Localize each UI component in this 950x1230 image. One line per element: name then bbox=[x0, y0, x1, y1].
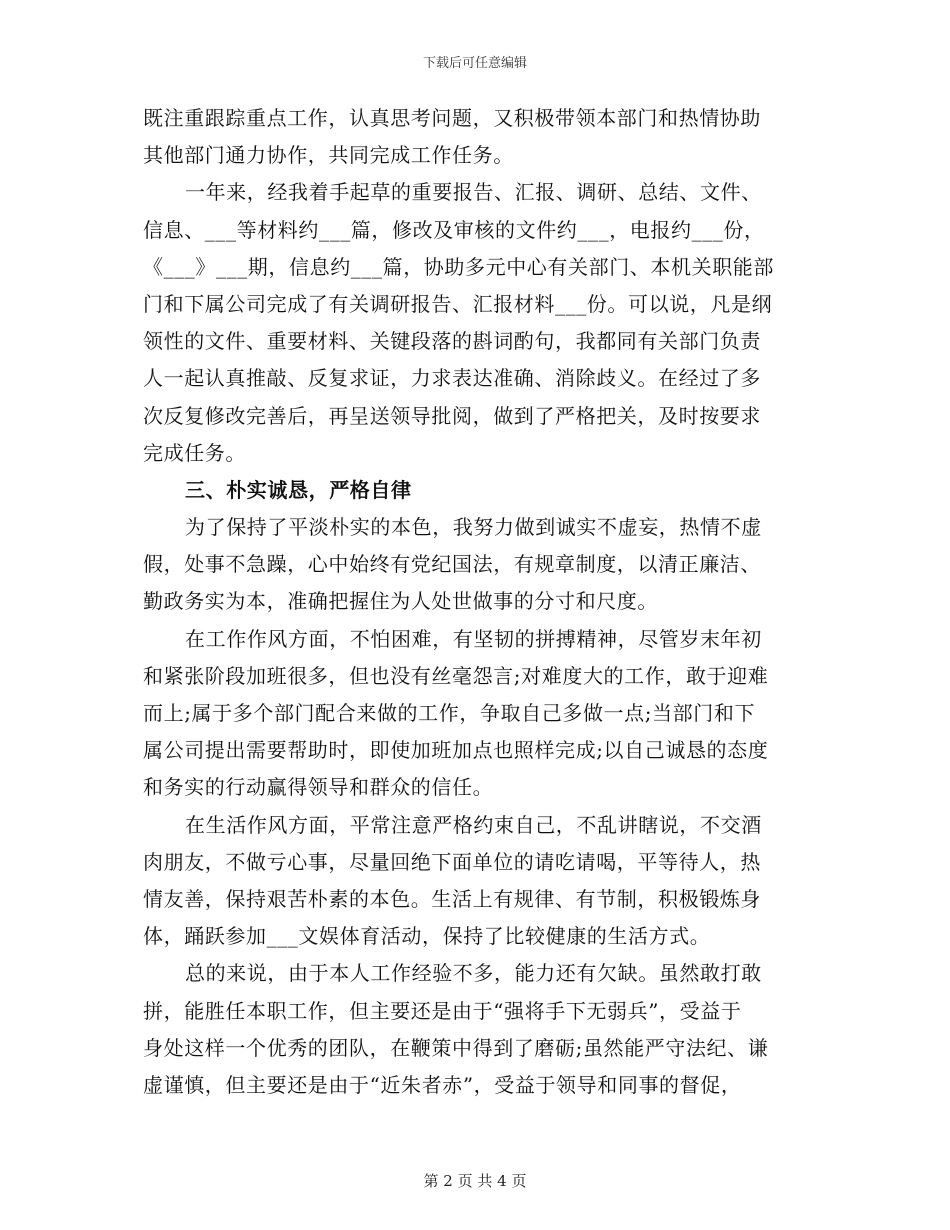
text-line: 《___》___期，信息约___篇，协助多元中心有关部门、本机关职能部 bbox=[143, 254, 774, 279]
text-line: 虚谨慎，但主要还是由于“近朱者赤”，受益于领导和同事的督促， bbox=[143, 1072, 742, 1097]
text-line: 情友善，保持艰苦朴素的本色。生活上有规律、有节制，积极锻炼身 bbox=[143, 886, 761, 911]
text-line: 体，踊跃参加___文娱体育活动，保持了比较健康的生活方式。 bbox=[143, 924, 711, 949]
paragraph-start-line: 在生活作风方面，平常注意严格约束自己，不乱讲瞎说，不交酒 bbox=[185, 812, 762, 837]
text-line: 既注重跟踪重点工作，认真思考问题，又积极带领本部门和热情协助 bbox=[143, 106, 761, 130]
text-line: 假，处事不急躁，心中始终有党纪国法，有规章制度，以清正廉洁、 bbox=[143, 552, 761, 577]
page-footer: 第 2 页 共 4 页 bbox=[423, 1172, 527, 1190]
paragraph-start-line: 在工作作风方面，不怕困难，有坚韧的拼搏精神，尽管岁末年初 bbox=[185, 626, 762, 651]
paragraph-start-line: 为了保持了平淡朴实的本色，我努力做到诚实不虚妄，热情不虚 bbox=[185, 515, 762, 540]
text-line: 拼，能胜任本职工作，但主要还是由于“强将手下无弱兵”，受益于 bbox=[143, 998, 742, 1023]
text-line: 其他部门通力协作，共同完成工作任务。 bbox=[143, 143, 514, 168]
text-line: 而上;属于多个部门配合来做的工作，争取自己多做一点;当部门和下 bbox=[143, 701, 756, 725]
text-line: 完成任务。 bbox=[143, 440, 246, 465]
text-line: 领性的文件、重要材料、关键段落的斟词酌句，我都同有关部门负责 bbox=[143, 329, 761, 354]
text-line: 和紧张阶段加班很多，但也没有丝毫怨言;对难度大的工作，敢于迎难 bbox=[143, 663, 769, 688]
text-line: 肉朋友，不做亏心事，尽量回绝下面单位的请吃请喝，平等待人，热 bbox=[143, 849, 761, 874]
text-line: 和务实的行动赢得领导和群众的信任。 bbox=[143, 775, 494, 800]
section-heading: 三、朴实诚恳，严格自律 bbox=[185, 477, 412, 502]
paragraph-start-line: 一年来，经我着手起草的重要报告、汇报、调研、总结、文件、 bbox=[185, 180, 762, 205]
text-line: 门和下属公司完成了有关调研报告、汇报材料___份。可以说，凡是纲 bbox=[143, 291, 773, 316]
text-line: 次反复修改完善后，再呈送领导批阅，做到了严格把关，及时按要求 bbox=[143, 403, 761, 428]
document-body bbox=[143, 100, 808, 1104]
paragraph-start-line: 总的来说，由于本人工作经验不多，能力还有欠缺。虽然敢打敢 bbox=[185, 961, 762, 986]
text-line: 人一起认真推敲、反复求证，力求表达准确、消除歧义。在经过了多 bbox=[143, 366, 761, 391]
text-line: 属公司提出需要帮助时，即使加班加点也照样完成;以自己诚恳的态度 bbox=[143, 738, 769, 763]
page-header: 下载后可任意编辑 bbox=[422, 56, 527, 71]
text-line: 信息、___等材料约___篇，修改及审核的文件约___，电报约___份， bbox=[143, 217, 765, 242]
text-line: 身处这样一个优秀的团队，在鞭策中得到了磨砺;虽然能严守法纪、谦 bbox=[143, 1035, 769, 1060]
text-line: 勤政务实为本，准确把握住为人处世做事的分寸和尺度。 bbox=[143, 589, 658, 614]
